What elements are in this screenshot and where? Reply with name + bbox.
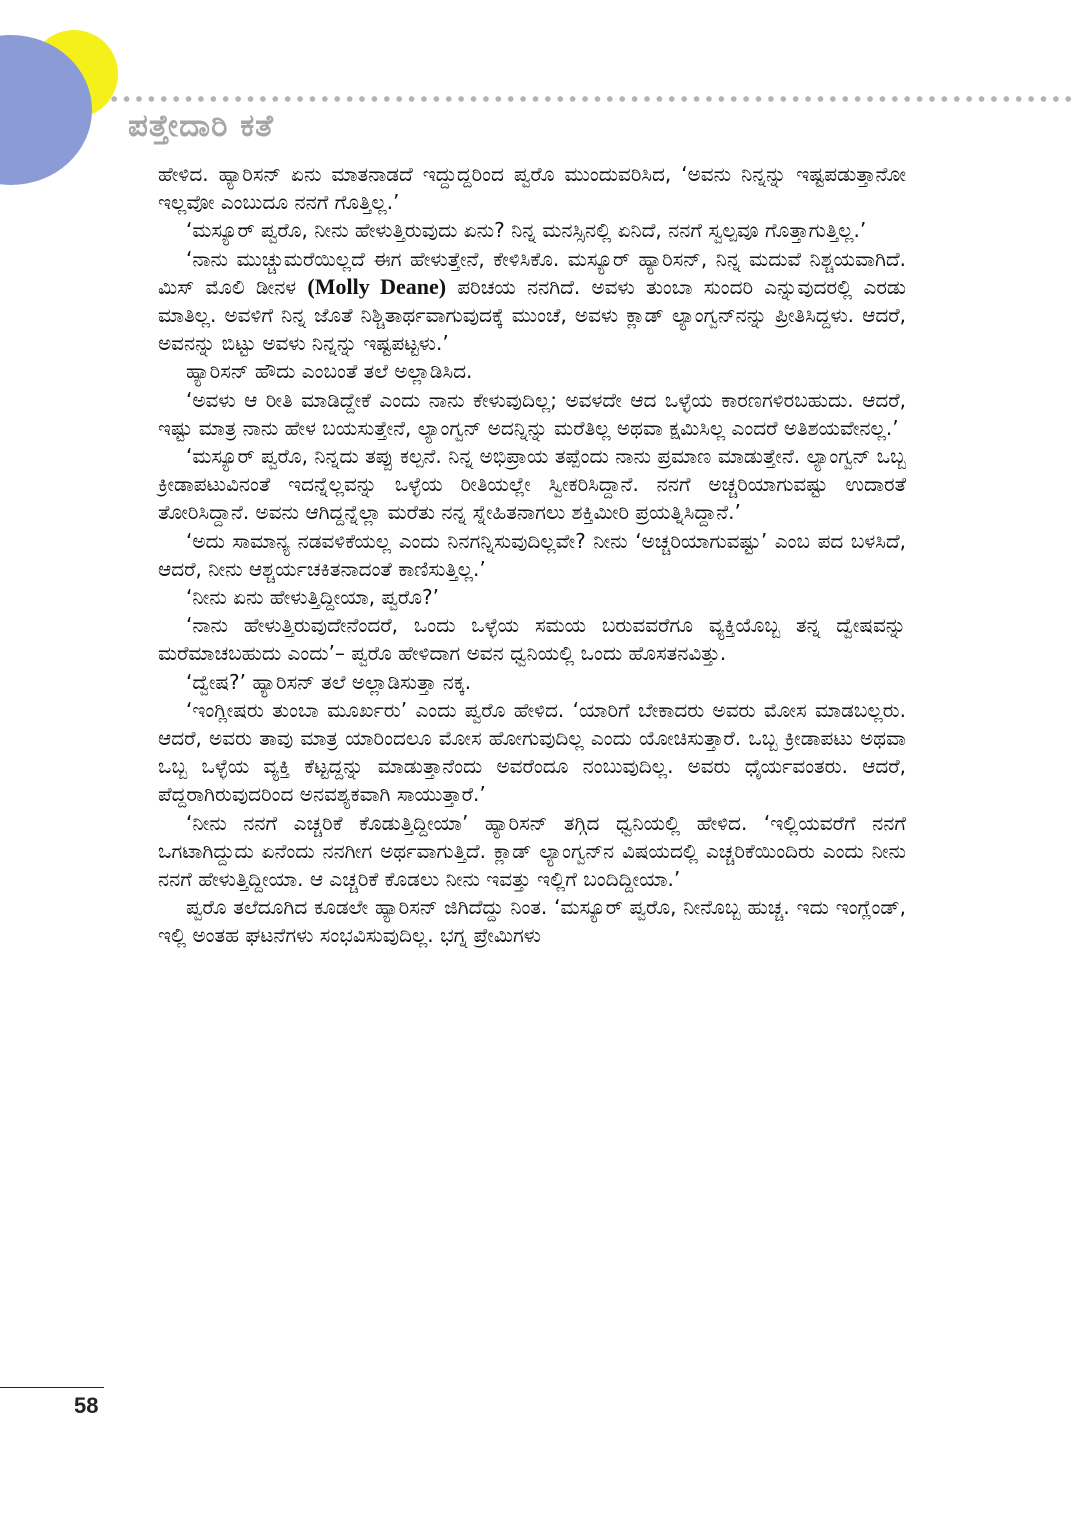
- paragraph: ‘ಮಸ್ಯೂರ್ ಪ್ವರೊ, ನೀನು ಹೇಳುತ್ತಿರುವುದು ಏನು? ನಿನ್ನ ಮನಸ್ಸಿನಲ್ಲಿ ಏನಿದೆ, ನನಗೆ ಸ್ವಲ್ಪವೂ ಗೊತ್ತಾಗುತ್ತಿಲ್ಲ.’: [186, 218, 867, 243]
- page-number: 58: [74, 1393, 99, 1418]
- paragraph: ‘ಅವಳು ಆ ರೀತಿ ಮಾಡಿದ್ದೇಕೆ ಎಂದು ನಾನು ಕೇಳುವುದಿಲ್ಲ; ಅವಳದೇ ಆದ ಒಳ್ಳೆಯ ಕಾರಣಗಳಿರಬಹುದು. ಆದರೆ, ಇಷ್ಟು ಮಾತ್ರ ನಾನು ಹೇಳ ಬಯಸುತ್ತೇನೆ, ಲ್ಯಾಂಗ್ವನ್ ಅದನ್ನಿನ್ನು ಮರೆತಿಲ್ಲ ಅಥವಾ ಕ್ಷಮಿಸಿಲ್ಲ ಎಂದರೆ ಅತಿಶಯವೇನಲ್ಲ.’: [158, 387, 906, 440]
- paragraph: ‘ನೀನು ಏನು ಹೇಳುತ್ತಿದ್ದೀಯಾ, ಪ್ವರೊ?’: [186, 585, 439, 610]
- footer-rule: [0, 1387, 104, 1388]
- dotted-header-rule: [108, 94, 1072, 104]
- paragraph-text: ಪರಿಚಯ ನನಗಿದೆ. ಅವಳು ತುಂಬಾ ಸುಂದರಿ ಎನ್ನುವುದರಲ್ಲಿ ಎರಡು ಮಾತಿಲ್ಲ. ಅವಳಿಗೆ ನಿನ್ನ ಜೊತೆ ನಿಶ್ಚಿತಾರ್ಥವಾಗುವುದಕ್ಕೆ ಮುಂಚೆ, ಅವಳು ಕ್ಲಾಡ್ ಲ್ಯಾಂಗ್ವನ್‌ನನ್ನು ಪ್ರೀತಿಸಿದ್ದಳು. ಆದರೆ, ಅವನನ್ನು ಬಿಟ್ಟು ಅವಳು ನಿನ್ನನ್ನು ಇಷ್ಟಪಟ್ಟಳು.’: [158, 274, 906, 356]
- paragraph: ‘ಮಸ್ಯೂರ್ ಪ್ವರೊ, ನಿನ್ನದು ತಪ್ಪು ಕಲ್ಪನೆ. ನಿನ್ನ ಅಭಿಪ್ರಾಯ ತಪ್ಪೆಂದು ನಾನು ಪ್ರಮಾಣ ಮಾಡುತ್ತೇನೆ. ಲ್ಯಾಂಗ್ವನ್ ಒಬ್ಬ ಕ್ರೀಡಾಪಟುವಿನಂತೆ ಇದನ್ನೆಲ್ಲವನ್ನು ಒಳ್ಳೆಯ ರೀತಿಯಲ್ಲೇ ಸ್ವೀಕರಿಸಿದ್ದಾನೆ. ನನಗೆ ಅಚ್ಚರಿಯಾಗುವಷ್ಟು ಉದಾರತೆ ತೋರಿಸಿದ್ದಾನೆ. ಅವನು ಆಗಿದ್ದನ್ನೆಲ್ಲಾ ಮರೆತು ನನ್ನ ಸ್ನೇಹಿತನಾಗಲು ಶಕ್ತಿಮೀರಿ ಪ್ರಯತ್ನಿಸಿದ್ದಾನೆ.’: [158, 444, 906, 525]
- paragraph-text: ‘ನಾನು ಮುಚ್ಚುಮರೆಯಿಲ್ಲದೆ ಈಗ ಹೇಳುತ್ತೇನೆ, ಕೇಳಿಸಿಕೊ. ಮಸ್ಯೂರ್ ಹ್ಯಾರಿಸನ್, ನಿನ್ನ ಮದುವೆ ನಿಶ್ಚಯವಾಗಿದೆ. ಮಿಸ್ ಮೊಲಿ ಡೀನಳ: [158, 246, 906, 299]
- paragraph: ‘ನೀನು ನನಗೆ ಎಚ್ಚರಿಕೆ ಕೊಡುತ್ತಿದ್ದೀಯಾ’ ಹ್ಯಾರಿಸನ್ ತಗ್ಗಿದ ಧ್ವನಿಯಲ್ಲಿ ಹೇಳಿದ. ‘ಇಲ್ಲಿಯವರೆಗೆ ನನಗೆ ಒಗಟಾಗಿದ್ದುದು ಏನೆಂದು ನನಗೀಗ ಅರ್ಥವಾಗುತ್ತಿದೆ. ಕ್ಲಾಡ್ ಲ್ಯಾಂಗ್ವನ್‌ನ ವಿಷಯದಲ್ಲಿ ಎಚ್ಚರಿಕೆಯಿಂದಿರು ಎಂದು ನೀನು ನನಗೆ ಹೇಳುತ್ತಿದ್ದೀಯಾ. ಆ ಎಚ್ಚರಿಕೆ ಕೊಡಲು ನೀನು ಇವತ್ತು ಇಲ್ಲಿಗೆ ಬಂದಿದ್ದೀಯಾ.’: [158, 810, 906, 892]
- paragraph: [158, 245, 906, 358]
- latin-name: (Molly Deane): [307, 273, 447, 299]
- paragraph: ‘ದ್ವೇಷ?’ ಹ್ಯಾರಿಸನ್ ತಲೆ ಅಲ್ಲಾಡಿಸುತ್ತಾ ನಕ್ಕ.: [186, 669, 472, 694]
- paragraph: ಪ್ವರೊ ತಲೆದೂಗಿದ ಕೂಡಲೇ ಹ್ಯಾರಿಸನ್ ಜಿಗಿದೆದ್ದು ನಿಂತ. ‘ಮಸ್ಯೂರ್ ಪ್ವರೊ, ನೀನೊಬ್ಬ ಹುಚ್ಚ. ಇದು ಇಂಗ್ಲೆಂಡ್, ಇಲ್ಲಿ ಅಂತಹ ಘಟನೆಗಳು ಸಂಭವಿಸುವುದಿಲ್ಲ. ಭಗ್ನ ಪ್ರೇಮಿಗಳು: [158, 895, 906, 948]
- paragraph: ‘ಇಂಗ್ಲೀಷರು ತುಂಬಾ ಮೂರ್ಖರು’ ಎಂದು ಪ್ವರೊ ಹೇಳಿದ. ‘ಯಾರಿಗೆ ಬೇಕಾದರು ಅವರು ಮೋಸ ಮಾಡಬಲ್ಲರು. ಆದರೆ, ಅವರು ತಾವು ಮಾತ್ರ ಯಾರಿಂದಲೂ ಮೋಸ ಹೋಗುವುದಿಲ್ಲ ಎಂದು ಯೋಚಿಸುತ್ತಾರೆ. ಒಬ್ಬ ಕ್ರೀಡಾಪಟು ಅಥವಾ ಒಬ್ಬ ಒಳ್ಳೆಯ ವ್ಯಕ್ತಿ ಕೆಟ್ಟದ್ದನ್ನು ಮಾಡುತ್ತಾನೆಂದು ಅವರೆಂದೂ ನಂಬುವುದಿಲ್ಲ. ಅವರು ಧೈರ್ಯವಂತರು. ಆದರೆ, ಪೆದ್ದರಾಗಿರುವುದರಿಂದ ಅನವಶ್ಯಕವಾಗಿ ಸಾಯುತ್ತಾರೆ.’: [158, 697, 906, 807]
- paragraph: ಹ್ಯಾರಿಸನ್ ಹೌದು ಎಂಬಂತೆ ತಲೆ ಅಲ್ಲಾಡಿಸಿದ.: [186, 359, 473, 384]
- paragraph: ‘ನಾನು ಹೇಳುತ್ತಿರುವುದೇನೆಂದರೆ, ಒಂದು ಒಳ್ಳೆಯ ಸಮಯ ಬರುವವರೆಗೂ ವ್ಯಕ್ತಿಯೊಬ್ಬ ತನ್ನ ದ್ವೇಷವನ್ನು ಮರೆಮಾಚಬಹುದು ಎಂದು’– ಪ್ವರೊ ಹೇಳಿದಾಗ ಅವನ ಧ್ವನಿಯಲ್ಲಿ ಒಂದು ಹೊಸತನವಿತ್ತು.: [158, 613, 906, 666]
- body-text: [158, 160, 906, 950]
- running-header-title: ಪತ್ತೇದಾರಿ ಕತೆ: [128, 108, 274, 144]
- paragraph: ಹೇಳಿದ. ಹ್ಯಾರಿಸನ್ ಏನು ಮಾತನಾಡದೆ ಇದ್ದುದ್ದರಿಂದ ಪ್ವರೊ ಮುಂದುವರಿಸಿದ, ‘ಅವನು ನಿನ್ನನ್ನು ಇಷ್ಟಪಡುತ್ತಾನೋ ಇಲ್ಲವೋ ಎಂಬುದೂ ನನಗೆ ಗೊತ್ತಿಲ್ಲ.’: [158, 162, 906, 215]
- paragraph: ‘ಅದು ಸಾಮಾನ್ಯ ನಡವಳಿಕೆಯಲ್ಲ ಎಂದು ನಿನಗನ್ನಿಸುವುದಿಲ್ಲವೇ? ನೀನು ‘ಅಚ್ಚರಿಯಾಗುವಷ್ಟು’ ಎಂಬ ಪದ ಬಳಸಿದೆ, ಆದರೆ, ನೀನು ಆಶ್ಚರ್ಯಚಕಿತನಾದಂತೆ ಕಾಣಿಸುತ್ತಿಲ್ಲ.’: [158, 528, 906, 581]
